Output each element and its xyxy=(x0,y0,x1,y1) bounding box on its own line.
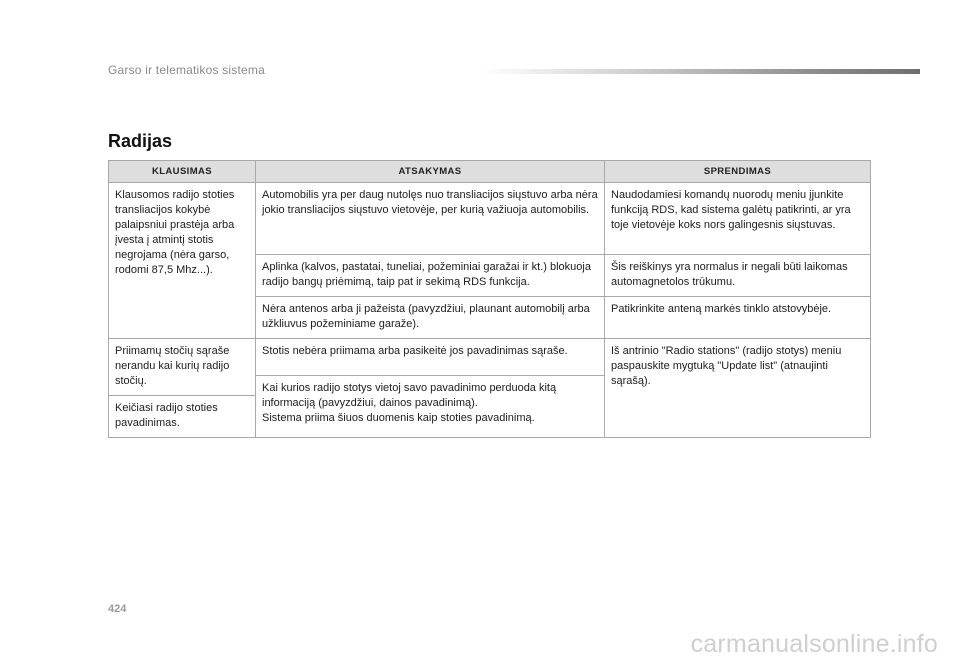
answer-cell: Aplinka (kalvos, pastatai, tuneliai, požeminiai garažai ir kt.) blokuoja radijo bangų priėmimą, taip pat ir sekimą RDS funkcija. xyxy=(256,255,605,297)
page-number: 424 xyxy=(108,603,127,615)
solution-cell: Patikrinkite anteną markės tinklo atstovybėje. xyxy=(605,297,871,339)
answer-line: Kai kurios radijo stotys vietoj savo pavadinimo perduoda kitą informaciją (pavyzdžiui, dainos pavadinimą). xyxy=(262,382,557,409)
column-header-answer: ATSAKYMAS xyxy=(256,161,605,183)
question-cell: Keičiasi radijo stoties pavadinimas. xyxy=(109,396,256,438)
table-row xyxy=(109,183,871,255)
answer-cell: Stotis nebėra priimama arba pasikeitė jos pavadinimas sąraše. xyxy=(256,339,605,376)
solution-cell: Iš antrinio "Radio stations" (radijo stotys) meniu paspauskite mygtuką "Update list" (atnaujinti sąrašą). xyxy=(605,339,871,438)
table-header-row xyxy=(109,161,871,183)
table-row xyxy=(109,339,871,376)
answer-cell xyxy=(256,376,605,438)
column-header-question: KLAUSIMAS xyxy=(109,161,256,183)
header-decorative-bar xyxy=(480,69,920,74)
question-cell: Klausomos radijo stoties transliacijos kokybė palaipsniui prastėja arba įvesta į atmintį stotis negrojama (nėra garso, rodomi 87,5 Mhz...). xyxy=(109,183,256,339)
watermark-text: carmanualsonline.info xyxy=(690,630,938,658)
solution-cell: Šis reiškinys yra normalus ir negali būti laikomas automagnetolos trūkumu. xyxy=(605,255,871,297)
troubleshooting-table xyxy=(108,160,871,438)
answer-cell: Automobilis yra per daug nutolęs nuo transliacijos siųstuvo arba nėra jokio transliacijos siųstuvo vietovėje, per kurią važiuoja automobilis. xyxy=(256,183,605,255)
question-cell: Priimamų stočių sąraše nerandu kai kurių radijo stočių. xyxy=(109,339,256,396)
answer-line: Sistema priima šiuos duomenis kaip stoties pavadinimą. xyxy=(262,412,535,424)
header-title: Garso ir telematikos sistema xyxy=(108,63,265,77)
column-header-solution: SPRENDIMAS xyxy=(605,161,871,183)
solution-cell: Naudodamiesi komandų nuorodų meniu įjunkite funkciją RDS, kad sistema galėtų patikrinti, ar yra toje vietovėje koks nors galingesnis siųstuvas. xyxy=(605,183,871,255)
section-title: Radijas xyxy=(108,131,173,151)
answer-cell: Nėra antenos arba ji pažeista (pavyzdžiui, plaunant automobilį arba užkliuvus požeminiame garaže). xyxy=(256,297,605,339)
